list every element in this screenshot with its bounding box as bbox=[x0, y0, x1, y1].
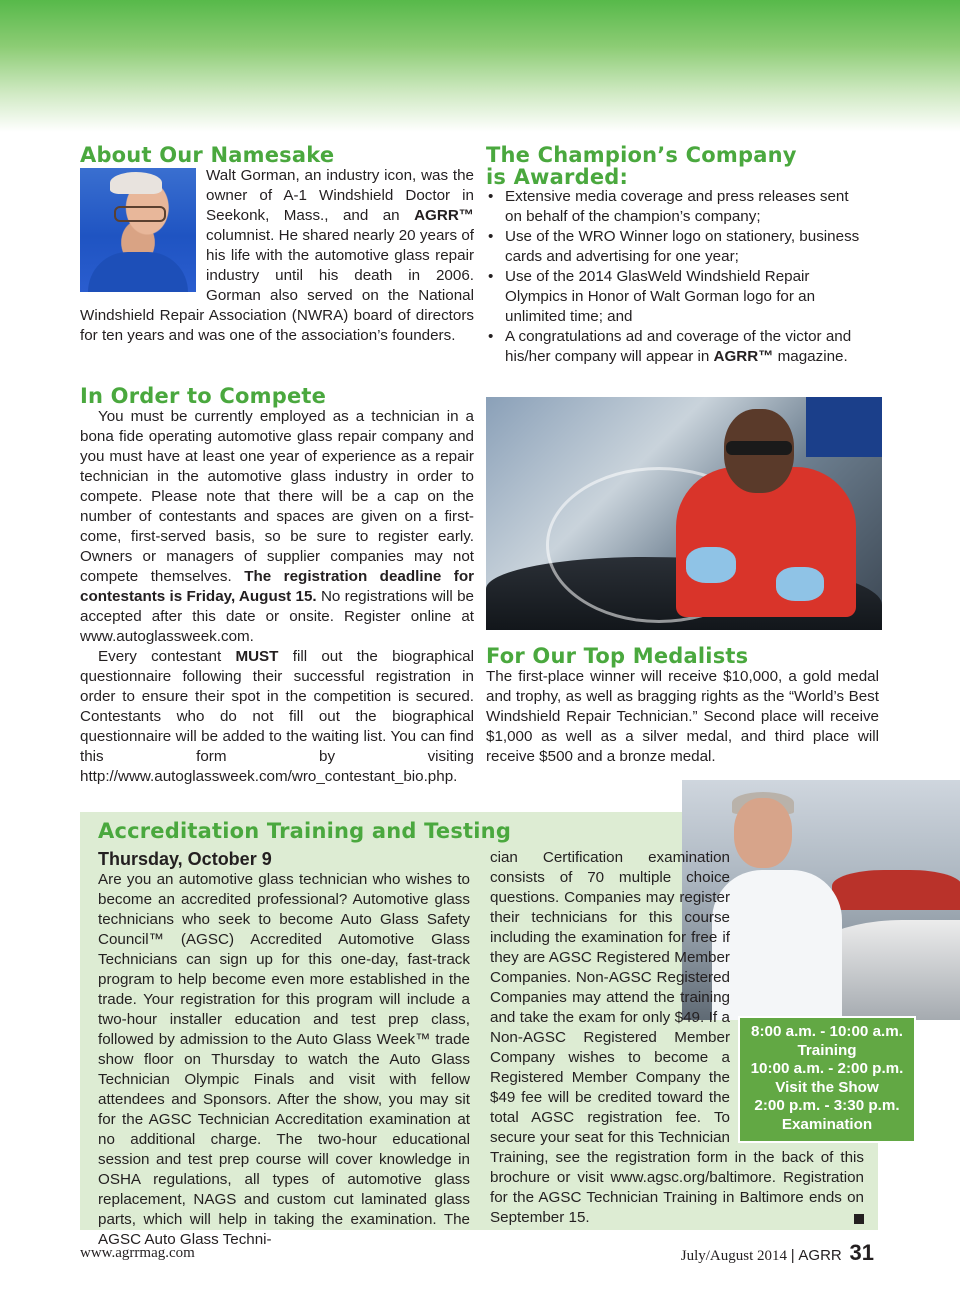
champion-heading: The Champion’s Company is Awarded: bbox=[486, 143, 797, 189]
schedule-activity: Training bbox=[797, 1041, 857, 1059]
accreditation-left-text: Are you an automotive glass technician who wishes to become an accredited professional? Automotive glass technicians who seek to become Auto Glass Safety Council™ (AGSC) Accredited Automotive Glass Technicians can sign up for this one-day, fast-track program to help become even more established in the trade. Your registration for this program will include a two-hour installer education and test prep class, followed by admission to the Auto Glass Week™ trade show floor on Thursday to watch the Auto Glass Technician Olympic Finals and visit with fellow attendees and Sponsors. After the show, you may sit for the AGSC Technician Accreditation examination at no additional charge. The two-hour educational session and test prep course will cover knowledge in OSHA regulations, all types of automotive glass replacement, NAGS and custom cut laminated glass parts, which will help in taking the examination. The AGSC Auto Glass Techni- bbox=[98, 871, 470, 1248]
footer-issue: July/August 2014 bbox=[680, 1248, 788, 1264]
technician-competition-photo bbox=[486, 397, 882, 630]
footer-website: www.agrrmag.com bbox=[80, 1245, 195, 1261]
schedule-callout bbox=[738, 1016, 916, 1143]
schedule-activity: Examination bbox=[781, 1115, 873, 1133]
champion-bullet: • Use of the 2014 GlasWeld Windshield Repair Olympics in Honor of Walt Gorman logo for an unlimited time; and bbox=[486, 267, 866, 327]
end-of-article-mark bbox=[854, 1214, 864, 1224]
champion-bullet: • A congratulations ad and coverage of the victor and his/her company will appear in AGRR™ magazine. bbox=[486, 327, 866, 367]
schedule-time: 10:00 a.m. - 2:00 p.m. bbox=[750, 1060, 904, 1077]
accreditation-right-text bbox=[490, 848, 904, 1228]
compete-section bbox=[80, 407, 474, 787]
champion-bullet: • Use of the WRO Winner logo on stationery, business cards and advertising for one year; bbox=[486, 227, 866, 267]
top-green-band bbox=[0, 0, 960, 132]
compete-paragraph-2: Every contestant MUST fill out the biographical questionnaire following their successful registration in order to ensure their spot in the competition is secured. Contestants who do not fill out the biographical questionnaire will be added to the waiting list. You can find this form by visiting http://www.autoglassweek.com/wro_contestant_bio.php. bbox=[80, 648, 474, 785]
footer-magazine: AGRR bbox=[798, 1247, 842, 1264]
medalists-section bbox=[486, 667, 879, 767]
schedule-time: 2:00 p.m. - 3:30 p.m. bbox=[754, 1097, 900, 1114]
compete-heading: In Order to Compete bbox=[80, 384, 327, 408]
schedule-activity: Visit the Show bbox=[775, 1078, 879, 1096]
accreditation-right-paragraph: cian Certification examination consists of 70 multiple choice questions. Companies may register their technicians for this course including the examination for free if they are AGSC Registered Member Companies. Non-AGSC Registered Companies may attend the training and take the exam for only $49. If a Non-AGSC Registered Member Company wishes to become a Registered Member Company the $49 fee will be credited toward the total AGSC registration fee. To secure your seat for this Technician Training, see the registration form in the back of this brochure or visit www.agsc.org/baltimore. Registration for the AGSC Technician Training in Baltimore ends on September 15. bbox=[490, 849, 864, 1226]
accreditation-heading: Accreditation Training and Testing bbox=[98, 819, 512, 843]
page-number: 31 bbox=[849, 1240, 874, 1265]
medalists-paragraph: The first-place winner will receive $10,000, a gold medal and trophy, as well as bragging rights as the “World’s Best Windshield Repair Technician.” Second place will receive $1,000 as well as a silver medal, and third place will receive $500 and a bronze medal. bbox=[486, 668, 879, 765]
namesake-section bbox=[80, 166, 474, 346]
compete-paragraph-1: You must be currently employed as a technician in a bona fide operating automotive glass repair company and you must have at least one year of experience as a repair technician in the automotive glass industry in order to compete. Please note that there will be a cap on the number of contestants and spaces are given on a first-come, first-served basis, so be sure to register early. Owners or managers of supplier companies may not compete themselves. The registration deadline for contestants is Friday, August 15. No registrations will be accepted after this date or onsite. Register online at www.autoglassweek.com. bbox=[80, 408, 475, 645]
namesake-heading: About Our Namesake bbox=[80, 143, 335, 167]
medalists-heading: For Our Top Medalists bbox=[486, 644, 749, 668]
footer-issue-info bbox=[681, 1240, 874, 1266]
champion-bullet: • Extensive media coverage and press releases sent on behalf of the champion’s company; bbox=[486, 187, 866, 227]
champion-list-section bbox=[486, 187, 866, 367]
schedule-time: 8:00 a.m. - 10:00 a.m. bbox=[751, 1023, 903, 1040]
walt-gorman-photo bbox=[80, 168, 196, 292]
footer-separator: | bbox=[790, 1247, 795, 1264]
namesake-paragraph: Walt Gorman, an industry icon, was the owner of A-1 Windshield Doctor in Seekonk, Mass., and an AGRR™ columnist. He shared nearly 20 years of his life with the automotive glass repair industry until his death in 2006. Gorman also served on the National Windshield Repair Association (NWRA) board of directors for ten years and was one of the association’s founders. bbox=[80, 167, 474, 344]
accreditation-date: Thursday, October 9 bbox=[98, 849, 272, 869]
champion-bullet-list bbox=[486, 187, 866, 367]
